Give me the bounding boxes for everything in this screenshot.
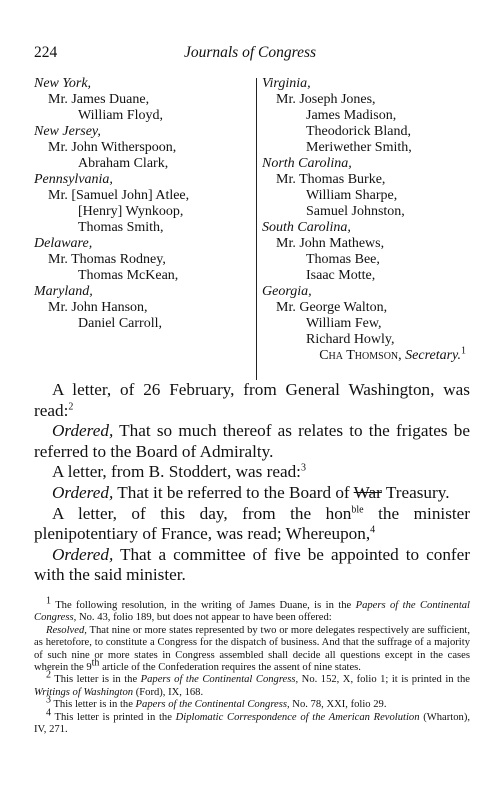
- delegate-name: William Few,: [306, 316, 382, 331]
- state-name: South Carolina,: [262, 220, 351, 235]
- secretary-title: Secretary.: [405, 348, 461, 363]
- footnote-text: No. 78, XXI, folio 29.: [289, 699, 387, 711]
- footnote-resolution: [34, 625, 470, 675]
- paragraph-text: That so much thereof as relates to the frigates be referred to the Board of Admiralty.: [34, 421, 470, 461]
- footnote-text: No. 152, X, folio 1; it is printed in the: [298, 674, 470, 686]
- cited-work: Papers of the Continental Congress,: [34, 600, 470, 624]
- footnote-ref: 2: [68, 400, 74, 412]
- struck-word: War: [353, 482, 382, 502]
- paragraph-order-committee: [34, 545, 470, 586]
- delegate-name: Thomas Bee,: [306, 252, 380, 267]
- paragraph-france-letter: [34, 504, 470, 545]
- state-name: Pennsylvania,: [34, 172, 113, 187]
- paragraph-text: Treasury.: [381, 482, 450, 502]
- delegate-name: Meriwether Smith,: [306, 140, 412, 155]
- secretary-signature: [262, 345, 474, 364]
- superscript-ordinal: th: [91, 657, 100, 669]
- paragraph-text: A letter, of this day, from the hon: [52, 503, 352, 523]
- delegate-name: Thomas Smith,: [78, 220, 164, 235]
- state-name: Maryland,: [34, 284, 93, 299]
- delegate-name: William Sharpe,: [306, 188, 398, 203]
- delegate-name: Mr. Joseph Jones,: [276, 92, 376, 107]
- footnote-text: This letter is printed in the: [51, 711, 176, 723]
- footnote-text: The following resolution, in the writing of James Duane, is in the: [51, 600, 356, 611]
- delegate-name: Mr. [Samuel John] Atlee,: [48, 188, 190, 203]
- delegate-name: Mr. James Duane,: [48, 92, 150, 107]
- roster-right-column: [262, 76, 474, 364]
- delegate-name: Abraham Clark,: [78, 156, 169, 171]
- paragraph-text: A letter, of 26 February, from General Washington, was read:: [34, 380, 470, 420]
- cited-work: Diplomatic Correspondence of the American Revolution: [175, 711, 420, 723]
- roster-left-column: [34, 76, 256, 332]
- footnote-number: 3: [46, 694, 51, 706]
- delegate-name: [Henry] Wynkoop,: [78, 204, 184, 219]
- state-name: Delaware,: [34, 236, 93, 251]
- footnote-text: No. 43, folio 189, but does not appear to have been offered:: [76, 612, 332, 624]
- delegate-name: Mr. Thomas Burke,: [276, 172, 386, 187]
- footnote-1: [34, 595, 470, 625]
- footnote-2: [34, 669, 470, 699]
- attendance-roster: [34, 76, 474, 396]
- paragraph-stoddert-letter: [34, 462, 470, 483]
- cited-work: Papers of the Continental Congress,: [140, 674, 299, 686]
- delegate-name: Mr. John Hanson,: [48, 300, 148, 315]
- state-name: Virginia,: [262, 76, 311, 91]
- footnote-text: This letter is in the: [51, 674, 141, 686]
- delegate-name: Mr. George Walton,: [276, 300, 388, 315]
- delegate-name: Isaac Motte,: [306, 268, 376, 283]
- journal-body: [34, 380, 470, 586]
- footnote-3: [34, 694, 470, 711]
- footnote-text: (Ford), IX, 168.: [133, 686, 204, 698]
- footnote-text: This letter is in the: [51, 699, 136, 711]
- paragraph-text: the minister plenipotentiary of France, was read; Whereupon,: [34, 503, 471, 544]
- running-title: Journals of Congress: [183, 44, 317, 61]
- paragraph-order-admiralty: [34, 421, 470, 462]
- footnote-text: article of the Confederation requires the assent of nine states.: [99, 662, 361, 674]
- resolved-lead: Resolved,: [46, 624, 87, 636]
- footnote-ref: 3: [300, 462, 306, 474]
- column-divider: [256, 78, 257, 380]
- superscript-abbrev: ble: [351, 503, 364, 515]
- paragraph-text: That a committee of five be appointed to confer with the said minister.: [34, 544, 470, 585]
- page-number: 224: [34, 44, 58, 61]
- paragraph-order-treasury: [34, 483, 470, 504]
- order-lead: Ordered,: [52, 544, 114, 564]
- delegate-name: Mr. Thomas Rodney,: [48, 252, 166, 267]
- footnotes: [34, 595, 471, 736]
- footnote-ref: 4: [370, 524, 376, 536]
- paragraph-text: A letter, from B. Stoddert, was read:: [52, 462, 301, 482]
- footnote-4: [34, 707, 471, 737]
- paragraph-text: That it be referred to the Board of: [113, 482, 354, 502]
- state-name: New York,: [34, 76, 92, 91]
- delegate-name: Mr. John Witherspoon,: [48, 140, 177, 155]
- footnote-ref: 1: [461, 345, 466, 357]
- footnote-number: 2: [46, 669, 51, 681]
- delegate-name: Samuel Johnston,: [306, 204, 405, 219]
- delegate-name: James Madison,: [306, 108, 397, 123]
- delegate-name: Theodorick Bland,: [306, 124, 411, 139]
- paragraph-washington-letter: [34, 380, 470, 421]
- page-header: [34, 44, 466, 64]
- delegate-name: Richard Howly,: [306, 332, 395, 347]
- cited-work: Papers of the Continental Congress,: [135, 699, 290, 711]
- order-lead: Ordered,: [52, 482, 114, 502]
- cited-work: Writings of Washington: [34, 686, 134, 698]
- state-name: Georgia,: [262, 284, 312, 299]
- footnote-number: 4: [46, 707, 51, 719]
- secretary-name: Cha Thomson,: [319, 348, 402, 363]
- footnote-number: 1: [46, 595, 51, 607]
- state-name: North Carolina,: [262, 156, 352, 171]
- state-name: New Jersey,: [34, 124, 101, 139]
- delegate-name: William Floyd,: [78, 108, 163, 123]
- order-lead: Ordered,: [52, 421, 114, 441]
- delegate-name: Thomas McKean,: [78, 268, 179, 283]
- footnote-text: (Wharton), IV, 271.: [34, 711, 471, 736]
- delegate-name: Mr. John Mathews,: [276, 236, 385, 251]
- footnote-text: That nine or more states represented by two or more delegates respectively are sufficient, as heretofore, to constitute a Congress for the dispatch of business. And that the suffrage of a majority of such nine or more states in Congress assembled shall decide all questions except in the cases wherein the 9: [34, 624, 470, 674]
- delegate-name: Daniel Carroll,: [78, 316, 162, 331]
